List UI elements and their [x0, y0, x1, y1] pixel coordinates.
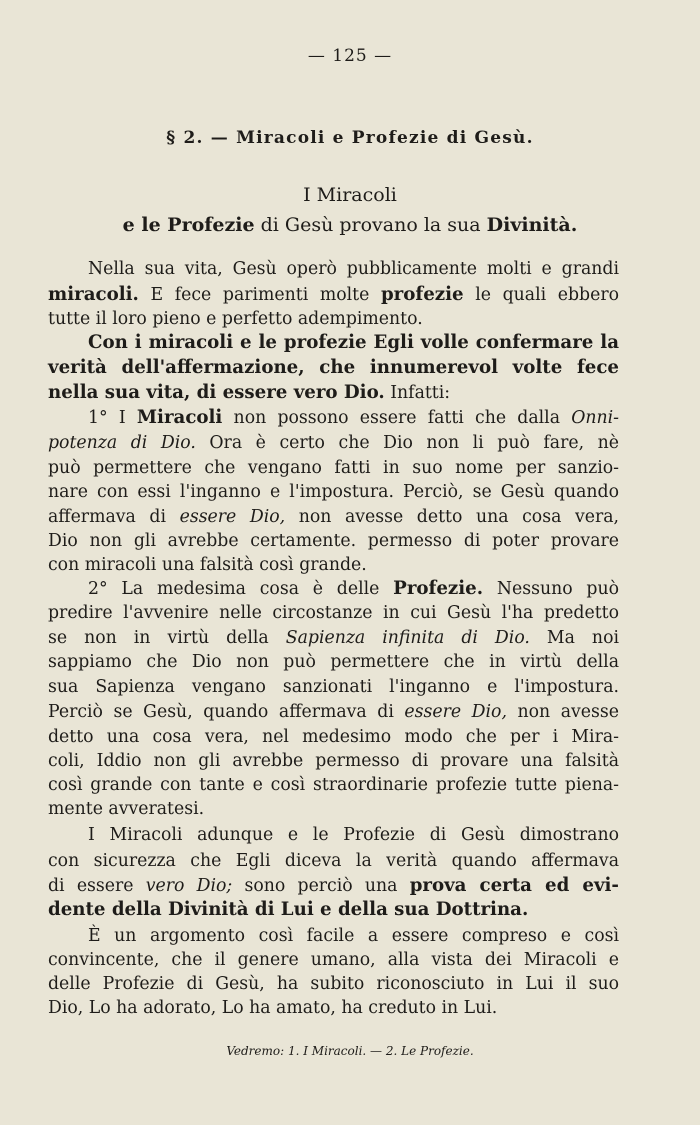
text-line [48, 530, 619, 552]
section-heading: § 2. — Miracoli e Profezie di Gesù. [166, 128, 534, 148]
title-span: di Gesù provano la sua [254, 214, 487, 236]
text-line [48, 701, 619, 723]
text-span: affermava di [48, 507, 180, 527]
text-line [48, 602, 619, 624]
text-span: 2° La medesima cosa è delle [88, 579, 394, 599]
text-line [48, 850, 619, 872]
text-line [48, 457, 619, 479]
text-span: con miracoli una falsità così grande. [48, 555, 367, 575]
text-line [48, 798, 619, 820]
text-line [48, 875, 619, 897]
text-span: potenza di Dio. [48, 433, 196, 453]
text-line [88, 824, 619, 846]
text-span: non avesse [506, 702, 619, 722]
text-line [48, 949, 619, 971]
text-line [48, 774, 619, 796]
text-span: 1° I [88, 408, 137, 428]
text-line [48, 357, 619, 379]
text-span: convincente, che il genere umano, alla vista dei Miracoli e [48, 950, 619, 970]
title-span: Divinità. [486, 214, 578, 236]
text-line [88, 332, 619, 354]
text-span: Ora è certo che Dio non li può fare, nè [195, 433, 619, 453]
text-line [48, 627, 619, 649]
text-line [48, 750, 619, 772]
text-span: mente avveratesi. [48, 799, 205, 819]
text-span: sua Sapienza vengano sanzionati l'inganno e l'impostura. [48, 677, 619, 697]
text-line [48, 651, 619, 673]
text-span: Ma noi [529, 628, 619, 648]
text-line [48, 899, 619, 921]
text-line [48, 973, 619, 995]
text-span: Dio, Lo ha adorato, Lo ha amato, ha creduto in Lui. [48, 998, 498, 1018]
text-span: nella sua vita, di essere vero Dio. [48, 382, 385, 403]
text-line [48, 432, 619, 454]
text-line [48, 997, 619, 1019]
text-span: profezie [380, 284, 464, 305]
text-line [48, 506, 619, 528]
text-line [88, 407, 619, 429]
text-span: miracoli. [48, 284, 139, 305]
text-span: detto una cosa vera, nel medesimo modo che per i Mira- [48, 727, 619, 747]
text-line [48, 382, 619, 404]
footnote: Vedremo: 1. I Miracoli. — 2. Le Profezie. [226, 1044, 474, 1058]
text-span: di essere [48, 876, 146, 896]
text-span: Dio non gli avrebbe certamente. permesso di poter provare [48, 531, 619, 551]
chapter-title-line-1: I Miracoli [303, 184, 397, 206]
text-line [48, 676, 619, 698]
text-span: I Miracoli adunque e le Profezie di Gesù dimostrano [88, 825, 619, 845]
text-span: sappiamo che Dio non può permettere che in virtù della [48, 652, 619, 672]
text-span: Sapienza infinita di Dio. [285, 628, 530, 648]
text-span: non avesse detto una cosa vera, [285, 507, 620, 527]
text-span: Miracoli [136, 407, 223, 428]
title-span: e le Profezie [122, 214, 255, 236]
text-span: dente della Divinità di Lui e della sua Dottrina. [48, 899, 529, 920]
text-span: tutte il loro pieno e perfetto adempimento. [48, 309, 423, 329]
text-line [48, 481, 619, 503]
text-span: confermare la [475, 332, 619, 353]
text-span: così grande con tante e così straordinarie profezie tutte piena- [48, 775, 619, 795]
text-span: se non in virtù della [48, 628, 286, 648]
text-span: Perciò se Gesù, quando affermava di [48, 702, 405, 722]
text-span: sono perciò una [232, 876, 410, 896]
text-span: vero Dio; [145, 876, 233, 896]
text-span: predire l'avvenire nelle circostanze in cui Gesù l'ha predetto [48, 603, 619, 623]
text-span: le quali ebbero [463, 285, 619, 305]
text-span: Onni- [571, 408, 620, 428]
text-span: È un argomento così facile a essere compreso e così [88, 926, 619, 946]
text-line [48, 554, 619, 576]
text-span: Nella sua vita, Gesù operò pubblicamente molti e grandi [88, 259, 619, 279]
text-line [88, 258, 619, 280]
text-line [88, 578, 619, 600]
text-line [88, 925, 619, 947]
page-number: — 125 — [307, 46, 393, 66]
text-line [48, 284, 619, 306]
text-span: nare con essi l'inganno e l'impostura. Perciò, se Gesù quando [48, 482, 619, 502]
text-span: può permettere che vengano fatti in suo nome per sanzio- [48, 458, 619, 478]
text-span: Nessuno può [483, 579, 619, 599]
text-span: E fece parimenti molte [138, 285, 381, 305]
text-line [48, 726, 619, 748]
text-line [48, 308, 619, 330]
text-span: delle Profezie di Gesù, ha subito riconosciuto in Lui il suo [48, 974, 619, 994]
text-span: Profezie. [393, 578, 484, 599]
text-span: Con i miracoli e le profezie Egli volle [88, 332, 476, 353]
text-span: verità dell'affermazione, che innumerevol volte fece [48, 357, 619, 378]
text-span: non possono essere fatti che dalla [222, 408, 572, 428]
text-span: prova certa ed evi- [409, 875, 619, 896]
text-span: essere Dio, [179, 507, 286, 527]
text-span: Infatti: [384, 383, 451, 403]
text-span: con sicurezza che Egli diceva la verità quando affermava [48, 851, 619, 871]
text-span: coli, Iddio non gli avrebbe permesso di provare una falsità [48, 751, 619, 771]
text-span: essere Dio, [404, 702, 507, 722]
